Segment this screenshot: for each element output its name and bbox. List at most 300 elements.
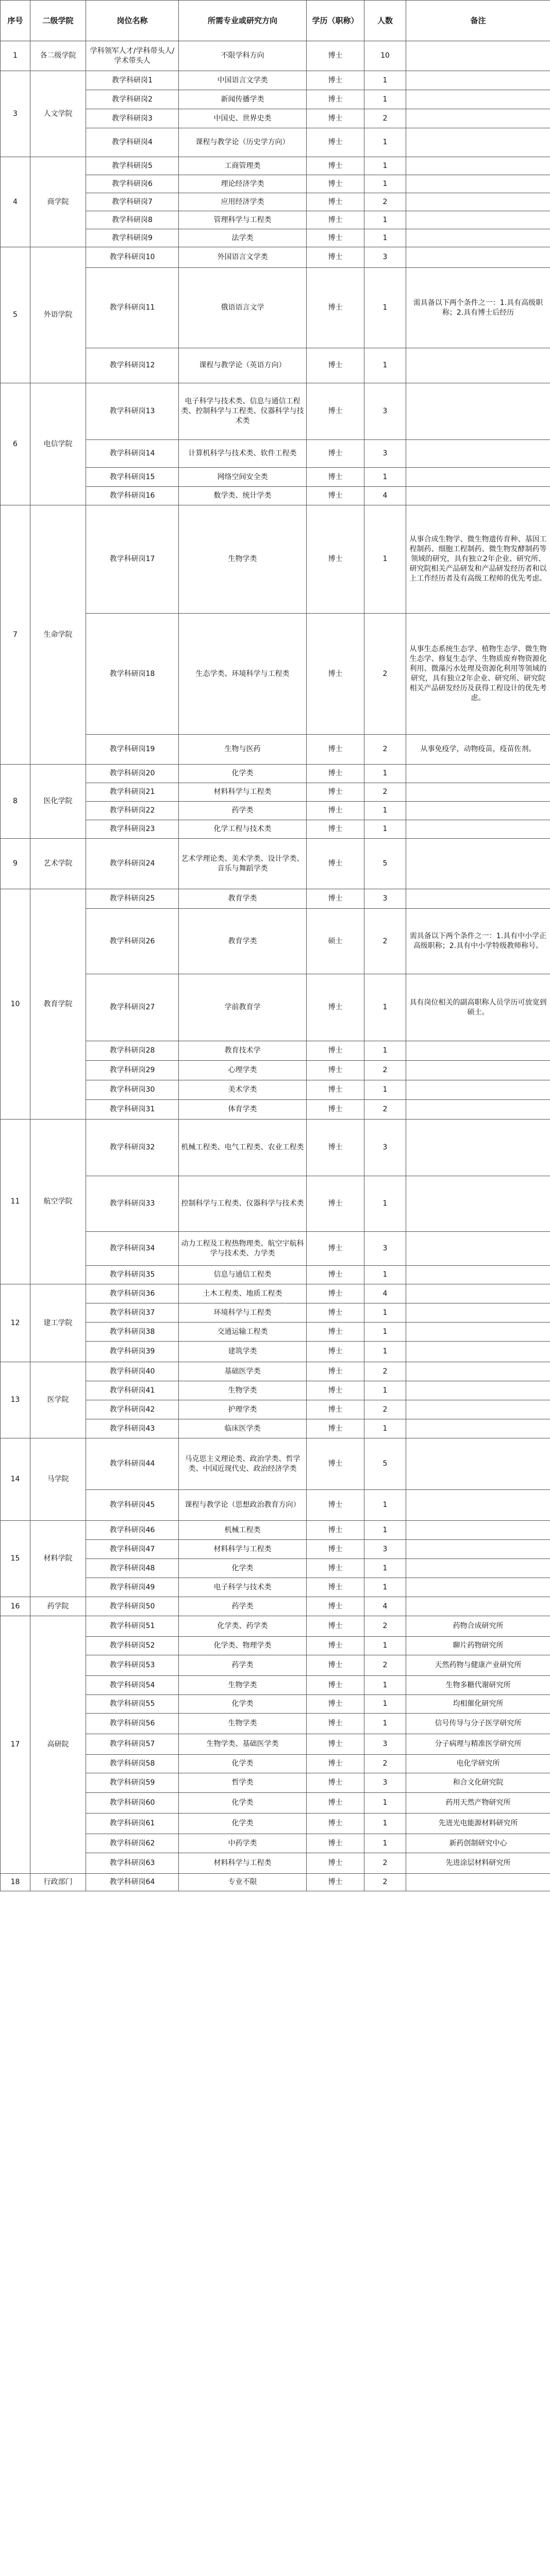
education-requirement: 博士	[307, 1655, 364, 1676]
headcount: 1	[364, 268, 406, 348]
major-requirement: 中药学类	[179, 1834, 307, 1853]
major-requirement: 教育学类	[179, 889, 307, 909]
major-requirement: 化学类	[179, 1755, 307, 1773]
headcount: 1	[364, 1342, 406, 1362]
table-row	[1, 1597, 550, 1616]
major-requirement: 电子科学与技术类、信息与通信工程类、控制科学与工程类、仪器科学与技术类	[179, 383, 307, 440]
headcount: 3	[364, 1232, 406, 1266]
post-name: 教学科研岗27	[86, 974, 179, 1041]
education-requirement: 博士	[307, 157, 364, 175]
post-name: 教学科研岗54	[86, 1676, 179, 1695]
headcount: 4	[364, 1284, 406, 1303]
education-requirement: 博士	[307, 468, 364, 487]
table-row	[1, 41, 550, 71]
post-name: 教学科研岗37	[86, 1303, 179, 1323]
post-name: 教学科研岗5	[86, 157, 179, 175]
remark	[406, 157, 550, 175]
post-name: 教学科研岗32	[86, 1120, 179, 1176]
post-name: 教学科研岗16	[86, 487, 179, 505]
post-name: 教学科研岗59	[86, 1773, 179, 1793]
post-name: 教学科研岗13	[86, 383, 179, 440]
post-name: 教学科研岗15	[86, 468, 179, 487]
post-name: 教学科研岗36	[86, 1284, 179, 1303]
headcount: 1	[364, 1793, 406, 1814]
headcount: 1	[364, 1814, 406, 1834]
remark	[406, 1874, 550, 1891]
college-name: 行政部门	[30, 1874, 86, 1891]
major-requirement: 管理科学与工程类	[179, 211, 307, 229]
education-requirement: 博士	[307, 1734, 364, 1755]
header-no: 序号	[1, 1, 30, 41]
post-name: 教学科研岗56	[86, 1714, 179, 1734]
education-requirement: 博士	[307, 1176, 364, 1232]
headcount: 1	[364, 1323, 406, 1342]
major-requirement: 中国语言文学类	[179, 71, 307, 90]
major-requirement: 化学工程与技术类	[179, 820, 307, 839]
row-number: 14	[1, 1438, 30, 1521]
remark	[406, 1100, 550, 1120]
education-requirement: 博士	[307, 487, 364, 505]
post-name: 教学科研岗48	[86, 1559, 179, 1578]
post-name: 教学科研岗53	[86, 1655, 179, 1676]
post-name: 教学科研岗11	[86, 268, 179, 348]
education-requirement: 博士	[307, 1597, 364, 1616]
headcount: 1	[364, 90, 406, 109]
post-name: 教学科研岗57	[86, 1734, 179, 1755]
table-body	[1, 41, 550, 1891]
row-number: 13	[1, 1362, 30, 1438]
remark	[406, 440, 550, 468]
major-requirement: 化学类	[179, 1695, 307, 1714]
table-row	[1, 383, 550, 440]
education-requirement: 博士	[307, 1362, 364, 1381]
headcount: 2	[364, 614, 406, 735]
major-requirement: 生物学类	[179, 1381, 307, 1400]
headcount: 3	[364, 1773, 406, 1793]
major-requirement: 外国语言文学类	[179, 247, 307, 268]
headcount: 3	[364, 1120, 406, 1176]
education-requirement: 博士	[307, 1232, 364, 1266]
remark: 从事合成生物学、微生物遗传育种、基因工程制药、细胞工程制药、微生物发酵制药等领域的研究，具有独立2年企业、研究所、研究院相关产品研发和产品研发经历者和以上工作经历者及有高级工程师的优先考虑。	[406, 505, 550, 614]
education-requirement: 博士	[307, 193, 364, 211]
major-requirement: 化学类	[179, 1559, 307, 1578]
remark	[406, 765, 550, 783]
headcount: 1	[364, 1419, 406, 1438]
remark: 和合文化研究院	[406, 1773, 550, 1793]
row-number: 4	[1, 157, 30, 247]
table-row	[1, 1438, 550, 1490]
headcount: 1	[364, 157, 406, 175]
remark	[406, 1400, 550, 1419]
major-requirement: 生物学类	[179, 1714, 307, 1734]
remark: 聊片药物研究所	[406, 1637, 550, 1655]
major-requirement: 数学类、统计学类	[179, 487, 307, 505]
remark: 天然药物与健康产业研究所	[406, 1655, 550, 1676]
headcount: 1	[364, 128, 406, 157]
education-requirement: 博士	[307, 1755, 364, 1773]
education-requirement: 博士	[307, 41, 364, 71]
post-name: 教学科研岗63	[86, 1853, 179, 1874]
college-name: 医化学院	[30, 765, 86, 839]
remark: 新药创制研究中心	[406, 1834, 550, 1853]
post-name: 教学科研岗64	[86, 1874, 179, 1891]
post-name: 教学科研岗45	[86, 1490, 179, 1521]
major-requirement: 机械工程类、电气工程类、农业工程类	[179, 1120, 307, 1176]
remark	[406, 1419, 550, 1438]
post-name: 教学科研岗26	[86, 909, 179, 974]
remark: 具有岗位相关的副高职称人员学历可放宽到硕士。	[406, 974, 550, 1041]
major-requirement: 化学类、药学类	[179, 1616, 307, 1637]
remark	[406, 1578, 550, 1597]
college-name: 人文学院	[30, 71, 86, 157]
headcount: 3	[364, 1734, 406, 1755]
row-number: 3	[1, 71, 30, 157]
post-name: 教学科研岗55	[86, 1695, 179, 1714]
education-requirement: 博士	[307, 1490, 364, 1521]
education-requirement: 博士	[307, 128, 364, 157]
education-requirement: 博士	[307, 1381, 364, 1400]
headcount: 2	[364, 1655, 406, 1676]
row-number: 12	[1, 1284, 30, 1362]
major-requirement: 动力工程及工程热物理类、航空宇航科学与技术类、力学类	[179, 1232, 307, 1266]
remark	[406, 1284, 550, 1303]
education-requirement: 博士	[307, 1773, 364, 1793]
headcount: 2	[364, 735, 406, 765]
education-requirement: 博士	[307, 1793, 364, 1814]
major-requirement: 计算机科学与技术类、软件工程类	[179, 440, 307, 468]
table-row	[1, 889, 550, 909]
remark: 先进涂层材料研究所	[406, 1853, 550, 1874]
remark	[406, 71, 550, 90]
table-row	[1, 1120, 550, 1176]
table-row	[1, 765, 550, 783]
post-name: 教学科研岗4	[86, 128, 179, 157]
college-name: 航空学院	[30, 1120, 86, 1284]
education-requirement: 博士	[307, 1521, 364, 1540]
education-requirement: 博士	[307, 735, 364, 765]
post-name: 教学科研岗21	[86, 783, 179, 802]
row-number: 6	[1, 383, 30, 505]
headcount: 1	[364, 1521, 406, 1540]
row-number: 15	[1, 1521, 30, 1597]
remark	[406, 1540, 550, 1559]
education-requirement: 博士	[307, 1695, 364, 1714]
post-name: 教学科研岗20	[86, 765, 179, 783]
major-requirement: 化学类	[179, 1814, 307, 1834]
remark: 从事生态系统生态学、植物生态学、微生物生态学、修复生态学、生物质废弃物资源化利用、微藻污水处理及资源化利用等领域的研究，具有独立2年企业、研究所、研究院相关产品研发经历及获得工程设计的优先考虑。	[406, 614, 550, 735]
table-row	[1, 1874, 550, 1891]
remark	[406, 1438, 550, 1490]
major-requirement: 控制科学与工程类、仪器科学与技术类	[179, 1176, 307, 1232]
major-requirement: 不限学科方向	[179, 41, 307, 71]
education-requirement: 博士	[307, 1853, 364, 1874]
remark	[406, 229, 550, 247]
headcount: 3	[364, 889, 406, 909]
remark	[406, 1597, 550, 1616]
major-requirement: 土木工程类、地质工程类	[179, 1284, 307, 1303]
major-requirement: 护理学类	[179, 1400, 307, 1419]
table-header	[1, 1, 550, 41]
major-requirement: 中国史、世界史类	[179, 109, 307, 128]
college-name: 艺术学院	[30, 839, 86, 889]
post-name: 教学科研岗18	[86, 614, 179, 735]
remark	[406, 109, 550, 128]
remark	[406, 1521, 550, 1540]
headcount: 2	[364, 1874, 406, 1891]
remark	[406, 1559, 550, 1578]
remark	[406, 383, 550, 440]
post-name: 教学科研岗44	[86, 1438, 179, 1490]
remark	[406, 783, 550, 802]
major-requirement: 化学类	[179, 765, 307, 783]
post-name: 教学科研岗7	[86, 193, 179, 211]
education-requirement: 博士	[307, 229, 364, 247]
education-requirement: 博士	[307, 839, 364, 889]
education-requirement: 博士	[307, 820, 364, 839]
remark	[406, 1232, 550, 1266]
headcount: 1	[364, 974, 406, 1041]
education-requirement: 博士	[307, 1578, 364, 1597]
headcount: 10	[364, 41, 406, 71]
table-row	[1, 157, 550, 175]
headcount: 1	[364, 211, 406, 229]
education-requirement: 博士	[307, 889, 364, 909]
education-requirement: 博士	[307, 1540, 364, 1559]
headcount: 1	[364, 71, 406, 90]
remark: 需具备以下两个条件之一：1.具有中小学正高级职称；2.具有中小学特级教师称号。	[406, 909, 550, 974]
header-major: 所需专业或研究方向	[179, 1, 307, 41]
major-requirement: 环境科学与工程类	[179, 1303, 307, 1323]
headcount: 5	[364, 1438, 406, 1490]
table-row	[1, 1616, 550, 1637]
post-name: 教学科研岗42	[86, 1400, 179, 1419]
remark	[406, 1362, 550, 1381]
headcount: 1	[364, 1637, 406, 1655]
headcount: 4	[364, 487, 406, 505]
college-name: 各二级学院	[30, 41, 86, 71]
education-requirement: 硕士	[307, 909, 364, 974]
major-requirement: 心理学类	[179, 1061, 307, 1080]
education-requirement: 博士	[307, 614, 364, 735]
table-row	[1, 505, 550, 614]
headcount: 2	[364, 1853, 406, 1874]
row-number: 9	[1, 839, 30, 889]
post-name: 教学科研岗23	[86, 820, 179, 839]
education-requirement: 博士	[307, 765, 364, 783]
major-requirement: 交通运输工程类	[179, 1323, 307, 1342]
post-name: 教学科研岗31	[86, 1100, 179, 1120]
headcount: 2	[364, 1755, 406, 1773]
major-requirement: 药学类	[179, 802, 307, 820]
headcount: 1	[364, 1381, 406, 1400]
remark: 生物多糖代谢研究所	[406, 1676, 550, 1695]
education-requirement: 博士	[307, 783, 364, 802]
remark	[406, 468, 550, 487]
education-requirement: 博士	[307, 1080, 364, 1100]
major-requirement: 生物学类	[179, 1676, 307, 1695]
row-number: 1	[1, 41, 30, 71]
headcount: 1	[364, 468, 406, 487]
major-requirement: 艺术学理论类、美术学类、设计学类、音乐与舞蹈学类	[179, 839, 307, 889]
header-remark: 备注	[406, 1, 550, 41]
headcount: 2	[364, 1100, 406, 1120]
major-requirement: 药学类	[179, 1655, 307, 1676]
education-requirement: 博士	[307, 1303, 364, 1323]
education-requirement: 博士	[307, 1637, 364, 1655]
table-row	[1, 1284, 550, 1303]
headcount: 2	[364, 193, 406, 211]
college-name: 电信学院	[30, 383, 86, 505]
row-number: 7	[1, 505, 30, 765]
education-requirement: 博士	[307, 90, 364, 109]
row-number: 16	[1, 1597, 30, 1616]
post-name: 教学科研岗12	[86, 348, 179, 383]
major-requirement: 教育学类	[179, 909, 307, 974]
headcount: 2	[364, 1400, 406, 1419]
headcount: 1	[364, 820, 406, 839]
college-name: 商学院	[30, 157, 86, 247]
row-number: 8	[1, 765, 30, 839]
remark	[406, 193, 550, 211]
major-requirement: 新闻传播学类	[179, 90, 307, 109]
post-name: 教学科研岗33	[86, 1176, 179, 1232]
major-requirement: 体育学类	[179, 1100, 307, 1120]
headcount: 1	[364, 1559, 406, 1578]
table-row	[1, 71, 550, 90]
major-requirement: 化学类、物理学类	[179, 1637, 307, 1655]
major-requirement: 生态学类、环境科学与工程类	[179, 614, 307, 735]
headcount: 1	[364, 229, 406, 247]
headcount: 1	[364, 1041, 406, 1061]
row-number: 10	[1, 889, 30, 1120]
education-requirement: 博士	[307, 1874, 364, 1891]
education-requirement: 博士	[307, 1400, 364, 1419]
major-requirement: 网络空间安全类	[179, 468, 307, 487]
major-requirement: 生物与医药	[179, 735, 307, 765]
remark	[406, 1041, 550, 1061]
major-requirement: 机械工程类	[179, 1521, 307, 1540]
header-education: 学历（职称）	[307, 1, 364, 41]
post-name: 教学科研岗41	[86, 1381, 179, 1400]
post-name: 教学科研岗52	[86, 1637, 179, 1655]
headcount: 1	[364, 1303, 406, 1323]
education-requirement: 博士	[307, 109, 364, 128]
major-requirement: 药学类	[179, 1597, 307, 1616]
table-row	[1, 1362, 550, 1381]
remark	[406, 839, 550, 889]
post-name: 教学科研岗22	[86, 802, 179, 820]
major-requirement: 学前教育学	[179, 974, 307, 1041]
major-requirement: 课程与教学论（思想政治教育方向）	[179, 1490, 307, 1521]
headcount: 1	[364, 1676, 406, 1695]
education-requirement: 博士	[307, 1714, 364, 1734]
education-requirement: 博士	[307, 175, 364, 193]
post-name: 教学科研岗34	[86, 1232, 179, 1266]
post-name: 教学科研岗25	[86, 889, 179, 909]
post-name: 教学科研岗10	[86, 247, 179, 268]
post-name: 教学科研岗61	[86, 1814, 179, 1834]
remark	[406, 211, 550, 229]
post-name: 教学科研岗47	[86, 1540, 179, 1559]
headcount: 3	[364, 440, 406, 468]
headcount: 2	[364, 109, 406, 128]
post-name: 教学科研岗3	[86, 109, 179, 128]
major-requirement: 工商管理类	[179, 157, 307, 175]
row-number: 17	[1, 1616, 30, 1874]
major-requirement: 基础医学类	[179, 1362, 307, 1381]
remark	[406, 1490, 550, 1521]
table-row	[1, 1521, 550, 1540]
education-requirement: 博士	[307, 1120, 364, 1176]
major-requirement: 临床医学类	[179, 1419, 307, 1438]
education-requirement: 博士	[307, 505, 364, 614]
education-requirement: 博士	[307, 974, 364, 1041]
headcount: 1	[364, 1714, 406, 1734]
major-requirement: 专业不限	[179, 1874, 307, 1891]
headcount: 1	[364, 802, 406, 820]
header-count: 人数	[364, 1, 406, 41]
education-requirement: 博士	[307, 1323, 364, 1342]
remark: 信号传导与分子医学研究所	[406, 1714, 550, 1734]
education-requirement: 博士	[307, 1100, 364, 1120]
remark: 从事免疫学，动物疫苗，疫苗佐剂。	[406, 735, 550, 765]
row-number: 5	[1, 247, 30, 383]
major-requirement: 哲学类	[179, 1773, 307, 1793]
header-college: 二级学院	[30, 1, 86, 41]
post-name: 学科领军人才/学科带头人/学术带头人	[86, 41, 179, 71]
headcount: 2	[364, 1061, 406, 1080]
post-name: 教学科研岗50	[86, 1597, 179, 1616]
headcount: 1	[364, 1176, 406, 1232]
header-post: 岗位名称	[86, 1, 179, 41]
post-name: 教学科研岗58	[86, 1755, 179, 1773]
major-requirement: 法学类	[179, 229, 307, 247]
remark	[406, 1323, 550, 1342]
post-name: 教学科研岗9	[86, 229, 179, 247]
headcount: 1	[364, 505, 406, 614]
post-name: 教学科研岗51	[86, 1616, 179, 1637]
major-requirement: 生物学类、基础医学类	[179, 1734, 307, 1755]
headcount: 3	[364, 247, 406, 268]
education-requirement: 博士	[307, 802, 364, 820]
remark: 均相催化研究所	[406, 1695, 550, 1714]
college-name: 高研院	[30, 1616, 86, 1874]
headcount: 5	[364, 839, 406, 889]
major-requirement: 生物学类	[179, 505, 307, 614]
major-requirement: 材料科学与工程类	[179, 783, 307, 802]
remark	[406, 1080, 550, 1100]
headcount: 3	[364, 1540, 406, 1559]
major-requirement: 化学类	[179, 1793, 307, 1814]
college-name: 材料学院	[30, 1521, 86, 1597]
post-name: 教学科研岗35	[86, 1266, 179, 1284]
major-requirement: 材料科学与工程类	[179, 1540, 307, 1559]
education-requirement: 博士	[307, 1834, 364, 1853]
post-name: 教学科研岗8	[86, 211, 179, 229]
education-requirement: 博士	[307, 440, 364, 468]
education-requirement: 博士	[307, 1342, 364, 1362]
remark	[406, 802, 550, 820]
headcount: 1	[364, 1695, 406, 1714]
post-name: 教学科研岗6	[86, 175, 179, 193]
post-name: 教学科研岗28	[86, 1041, 179, 1061]
remark	[406, 1061, 550, 1080]
post-name: 教学科研岗49	[86, 1578, 179, 1597]
education-requirement: 博士	[307, 383, 364, 440]
remark	[406, 90, 550, 109]
headcount: 1	[364, 175, 406, 193]
headcount: 1	[364, 1266, 406, 1284]
